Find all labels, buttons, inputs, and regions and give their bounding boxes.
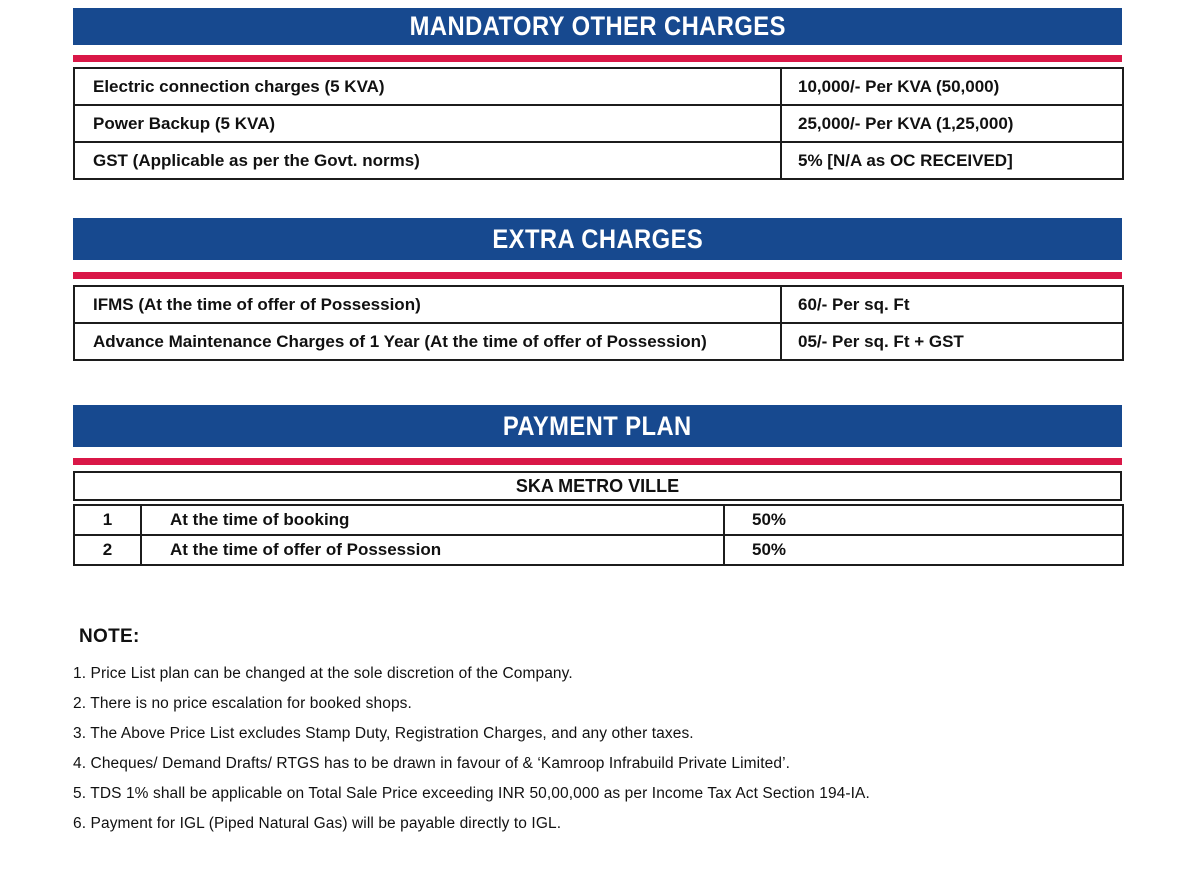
section-payment-plan: [73, 405, 1122, 566]
note-item: 5. TDS 1% shall be applicable on Total Sale Price exceeding INR 50,00,000 as per Income Tax Act Section 194-IA.: [73, 785, 870, 802]
project-name-header: SKA METRO VILLE: [74, 472, 1121, 500]
payment-plan-banner: [73, 405, 1122, 447]
milestone-label: At the time of booking: [141, 505, 724, 535]
serial-number: 2: [74, 535, 141, 565]
extra-charges-banner: [73, 218, 1122, 260]
charge-value: 05/- Per sq. Ft + GST: [781, 323, 1123, 360]
extra-charges-title: EXTRA CHARGES: [492, 223, 703, 254]
note-item: 3. The Above Price List excludes Stamp Duty, Registration Charges, and any other taxes.: [73, 725, 694, 742]
table-row: [74, 472, 1121, 500]
serial-number: 1: [74, 505, 141, 535]
charge-value: 10,000/- Per KVA (50,000): [781, 68, 1123, 105]
charge-label: IFMS (At the time of offer of Possession): [74, 286, 781, 323]
mandatory-charges-banner: [73, 8, 1122, 45]
percent-value: 50%: [724, 505, 1123, 535]
red-divider: [73, 55, 1122, 62]
table-row: [74, 535, 1123, 565]
payment-plan-header-table: [73, 471, 1122, 501]
table-row: [74, 142, 1123, 179]
table-row: [74, 505, 1123, 535]
note-item: 1. Price List plan can be changed at the sole discretion of the Company.: [73, 665, 573, 682]
note-item: 2. There is no price escalation for booked shops.: [73, 695, 412, 712]
table-row: [74, 286, 1123, 323]
percent-value: 50%: [724, 535, 1123, 565]
charge-value: 60/- Per sq. Ft: [781, 286, 1123, 323]
notes-heading: NOTE:: [79, 626, 140, 647]
mandatory-charges-table: [73, 67, 1124, 180]
table-row: [74, 323, 1123, 360]
payment-plan-title: PAYMENT PLAN: [503, 410, 692, 441]
red-divider: [73, 458, 1122, 465]
table-row: [74, 105, 1123, 142]
milestone-label: At the time of offer of Possession: [141, 535, 724, 565]
extra-charges-table: [73, 285, 1124, 361]
section-mandatory-charges: [73, 8, 1122, 180]
charge-label: Advance Maintenance Charges of 1 Year (At the time of offer of Possession): [74, 323, 781, 360]
price-list-document: [73, 8, 1122, 832]
charge-label: Electric connection charges (5 KVA): [74, 68, 781, 105]
red-divider: [73, 272, 1122, 279]
charge-label: Power Backup (5 KVA): [74, 105, 781, 142]
note-item: 4. Cheques/ Demand Drafts/ RTGS has to be drawn in favour of & ‘Kamroop Infrabuild Private Limited’.: [73, 755, 791, 772]
charge-value: 5% [N/A as OC RECEIVED]: [781, 142, 1123, 179]
table-row: [74, 68, 1123, 105]
section-notes: [73, 626, 1122, 832]
charge-label: GST (Applicable as per the Govt. norms): [74, 142, 781, 179]
section-extra-charges: [73, 218, 1122, 361]
charge-value: 25,000/- Per KVA (1,25,000): [781, 105, 1123, 142]
note-item: 6. Payment for IGL (Piped Natural Gas) will be payable directly to IGL.: [73, 815, 562, 832]
payment-plan-table: [73, 504, 1124, 566]
mandatory-charges-title: MANDATORY OTHER CHARGES: [409, 11, 786, 41]
